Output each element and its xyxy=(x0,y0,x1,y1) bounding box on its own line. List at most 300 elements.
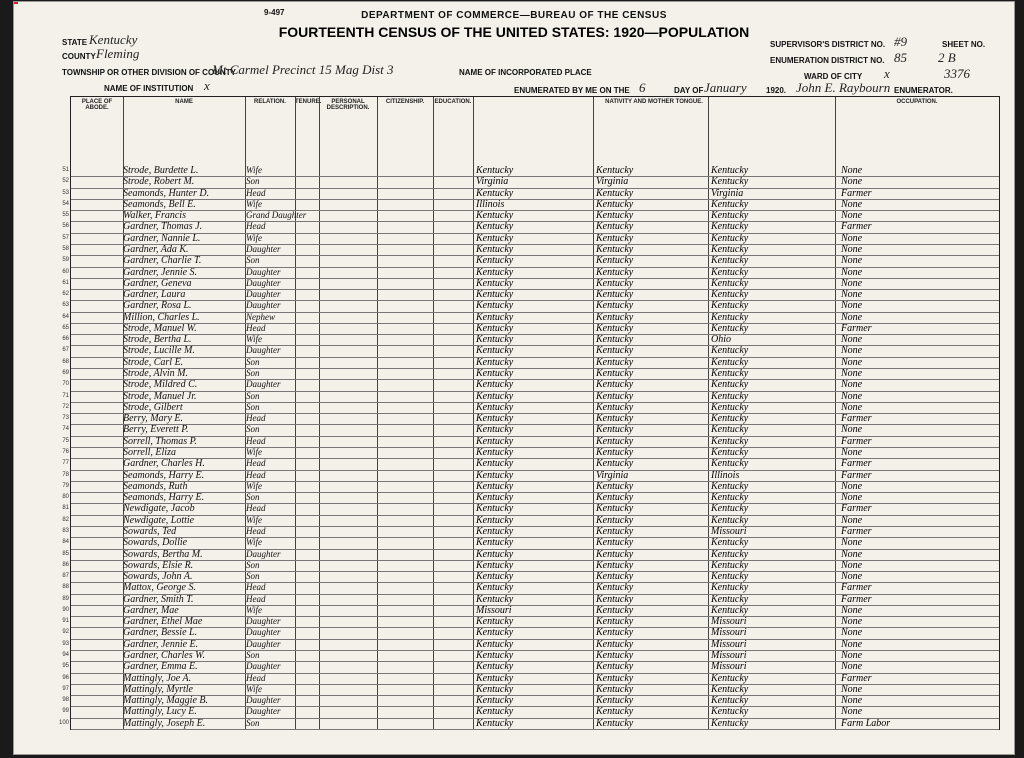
occupation: None xyxy=(841,176,863,188)
department-title: DEPARTMENT OF COMMERCE—BUREAU OF THE CENSUS xyxy=(361,10,667,21)
person-name: Strode, Manuel W. xyxy=(123,322,197,334)
line-number: 100 xyxy=(58,719,69,726)
relation: Daughter xyxy=(246,266,281,277)
birthplace: Kentucky xyxy=(476,447,514,458)
mother-birthplace: Kentucky xyxy=(711,221,749,233)
line-number: 74 xyxy=(62,426,69,433)
person-name: Million, Charles L. xyxy=(123,311,200,323)
mother-birthplace: Kentucky xyxy=(711,413,749,425)
line-number: 65 xyxy=(62,324,69,331)
mother-birthplace: Kentucky xyxy=(711,277,749,289)
enumerator-value: John E. Raybourn xyxy=(796,80,891,95)
birthplace: Kentucky xyxy=(476,582,514,594)
birthplace: Kentucky xyxy=(476,334,514,346)
mother-birthplace: Kentucky xyxy=(711,243,749,255)
person-name: Mattox, George S. xyxy=(123,582,196,594)
occupation: Farmer xyxy=(841,582,872,594)
line-number: 53 xyxy=(62,189,69,196)
occupation: None xyxy=(841,627,863,639)
person-name: Gardner, Geneva xyxy=(123,277,192,289)
occupation: None xyxy=(841,480,863,492)
enum-district-label: ENUMERATION DISTRICT NO. xyxy=(770,56,885,65)
occupation: Farmer xyxy=(841,593,872,605)
birthplace: Kentucky xyxy=(476,277,514,289)
father-birthplace: Kentucky xyxy=(596,650,634,662)
occupation: Farmer xyxy=(841,187,872,199)
father-birthplace: Kentucky xyxy=(596,571,634,583)
relation: Head xyxy=(246,458,266,469)
person-name: Sowards, Elsie R. xyxy=(123,559,194,571)
line-number: 96 xyxy=(62,674,69,681)
father-birthplace: Kentucky xyxy=(596,289,634,301)
line-number: 86 xyxy=(62,561,69,568)
mother-birthplace: Kentucky xyxy=(711,514,749,526)
occupation: None xyxy=(841,243,863,255)
occupation: None xyxy=(841,650,863,662)
relation: Wife xyxy=(246,480,262,491)
line-number: 76 xyxy=(62,449,69,455)
person-name: Strode, Robert M. xyxy=(123,176,195,188)
occupation: None xyxy=(841,379,863,391)
person-name: Mattingly, Maggie B. xyxy=(123,695,208,707)
birthplace: Kentucky xyxy=(476,435,514,447)
father-birthplace: Kentucky xyxy=(596,627,634,639)
father-birthplace: Kentucky xyxy=(596,300,634,312)
father-birthplace: Kentucky xyxy=(596,345,634,357)
relation: Son xyxy=(246,356,260,367)
person-name: Gardner, Jennie E. xyxy=(123,638,199,650)
col-relation: RELATION. xyxy=(245,97,296,165)
line-number: 88 xyxy=(62,584,69,591)
birthplace: Kentucky xyxy=(476,650,514,662)
enum-day-value: 6 xyxy=(639,80,646,95)
birthplace: Kentucky xyxy=(476,345,514,357)
line-number: 84 xyxy=(62,539,69,546)
birthplace: Kentucky xyxy=(476,571,514,583)
line-number: 54 xyxy=(62,200,69,207)
person-name: Berry, Everett P. xyxy=(123,424,189,436)
person-name: Sowards, Bertha M. xyxy=(123,548,203,560)
father-birthplace: Kentucky xyxy=(596,165,634,176)
mother-birthplace: Missouri xyxy=(711,638,747,650)
mother-birthplace: Kentucky xyxy=(711,210,749,222)
father-birthplace: Kentucky xyxy=(596,638,634,650)
occupation: None xyxy=(841,683,863,695)
birthplace: Kentucky xyxy=(476,672,514,684)
relation: Daughter xyxy=(246,616,281,627)
ward-value: x xyxy=(884,66,890,81)
occupation: None xyxy=(841,334,863,346)
person-name: Strode, Manuel Jr. xyxy=(123,390,197,402)
person-name: Sowards, Ted xyxy=(123,525,177,537)
occupation: None xyxy=(841,695,863,707)
birthplace: Kentucky xyxy=(476,266,514,278)
occupation: Farmer xyxy=(841,503,872,515)
person-name: Gardner, Emma E. xyxy=(123,661,198,673)
mother-birthplace: Kentucky xyxy=(711,401,749,413)
father-birthplace: Kentucky xyxy=(596,492,634,504)
line-number: 62 xyxy=(62,291,69,298)
line-number: 69 xyxy=(62,370,69,377)
line-number: 63 xyxy=(62,302,69,309)
birthplace: Kentucky xyxy=(476,243,514,255)
occupation: None xyxy=(841,616,863,628)
person-name: Seamonds, Hunter D. xyxy=(123,187,210,199)
father-birthplace: Kentucky xyxy=(596,604,634,616)
father-birthplace: Kentucky xyxy=(596,334,634,346)
occupation: None xyxy=(841,232,863,244)
birthplace: Kentucky xyxy=(476,322,514,334)
occupation: Farmer xyxy=(841,469,872,481)
relation: Daughter xyxy=(246,379,281,390)
person-name: Strode, Mildred C. xyxy=(123,379,198,391)
birthplace: Kentucky xyxy=(476,210,514,222)
mother-birthplace: Kentucky xyxy=(711,559,749,571)
line-number: 72 xyxy=(62,403,69,410)
birthplace: Kentucky xyxy=(476,469,514,481)
institution-label: NAME OF INSTITUTION xyxy=(104,84,194,93)
mother-birthplace: Missouri xyxy=(711,525,747,537)
father-birthplace: Kentucky xyxy=(596,277,634,289)
mother-birthplace: Kentucky xyxy=(711,379,749,391)
occupation: None xyxy=(841,266,863,278)
father-birthplace: Kentucky xyxy=(596,232,634,244)
line-number: 52 xyxy=(62,178,69,185)
relation: Grand Daughter xyxy=(246,210,307,221)
line-number: 73 xyxy=(62,415,69,422)
mother-birthplace: Kentucky xyxy=(711,447,749,458)
birthplace: Kentucky xyxy=(476,221,514,233)
relation: Daughter xyxy=(246,661,281,672)
father-birthplace: Kentucky xyxy=(596,695,634,707)
mother-birthplace: Kentucky xyxy=(711,582,749,594)
father-birthplace: Kentucky xyxy=(596,187,634,199)
line-number: 58 xyxy=(62,245,69,252)
line-number: 59 xyxy=(62,257,69,264)
line-number: 83 xyxy=(62,527,69,534)
relation: Daughter xyxy=(246,627,281,638)
birthplace: Kentucky xyxy=(476,401,514,413)
mother-birthplace: Kentucky xyxy=(711,232,749,244)
relation: Son xyxy=(246,176,260,187)
line-number: 79 xyxy=(62,482,69,489)
father-birthplace: Kentucky xyxy=(596,243,634,255)
mother-birthplace: Kentucky xyxy=(711,322,749,334)
birthplace: Kentucky xyxy=(476,627,514,639)
line-number: 64 xyxy=(62,313,69,320)
col-citizenship: CITIZENSHIP. xyxy=(377,97,434,165)
relation: Daughter xyxy=(246,706,281,717)
birthplace: Kentucky xyxy=(476,559,514,571)
relation: Head xyxy=(246,322,266,333)
line-number: 82 xyxy=(62,516,69,523)
father-birthplace: Kentucky xyxy=(596,458,634,470)
father-birthplace: Kentucky xyxy=(596,255,634,267)
birthplace: Kentucky xyxy=(476,616,514,628)
person-name: Sowards, John A. xyxy=(123,571,193,583)
father-birthplace: Kentucky xyxy=(596,559,634,571)
occupation: None xyxy=(841,277,863,289)
mother-birthplace: Kentucky xyxy=(711,503,749,515)
father-birthplace: Kentucky xyxy=(596,435,634,447)
township-value: Mt Carmel Precinct 15 Mag Dist 3 xyxy=(212,62,394,77)
person-name: Gardner, Mae xyxy=(123,604,179,616)
occupation: None xyxy=(841,424,863,436)
line-number: 80 xyxy=(62,494,69,501)
line-number: 60 xyxy=(62,268,69,275)
line-number: 51 xyxy=(62,167,69,173)
father-birthplace: Kentucky xyxy=(596,661,634,673)
father-birthplace: Kentucky xyxy=(596,503,634,515)
col-personal: PERSONAL DESCRIPTION. xyxy=(319,97,378,165)
census-rows xyxy=(58,165,999,729)
relation: Son xyxy=(246,368,260,379)
mother-birthplace: Kentucky xyxy=(711,390,749,402)
father-birthplace: Kentucky xyxy=(596,266,634,278)
line-number: 55 xyxy=(62,212,69,219)
person-name: Sorrell, Eliza xyxy=(123,447,176,458)
mother-birthplace: Kentucky xyxy=(711,548,749,560)
person-name: Gardner, Ada K. xyxy=(123,243,189,255)
birthplace: Kentucky xyxy=(476,165,514,176)
enumerator-label: ENUMERATOR. xyxy=(894,86,953,95)
birthplace: Kentucky xyxy=(476,255,514,267)
relation: Son xyxy=(246,650,260,661)
person-name: Gardner, Jennie S. xyxy=(123,266,198,278)
mother-birthplace: Kentucky xyxy=(711,300,749,312)
supervisor-label: SUPERVISOR'S DISTRICT NO. xyxy=(770,40,886,49)
col-nativity: NATIVITY AND MOTHER TONGUE. xyxy=(473,97,836,165)
birthplace: Kentucky xyxy=(476,717,514,729)
line-number: 67 xyxy=(62,347,69,354)
occupation: None xyxy=(841,311,863,323)
line-number: 97 xyxy=(62,685,69,692)
relation: Wife xyxy=(246,198,262,209)
birthplace: Kentucky xyxy=(476,706,514,718)
table-row xyxy=(58,717,999,730)
col-education: EDUCATION. xyxy=(433,97,474,165)
person-name: Mattingly, Lucy E. xyxy=(123,706,197,718)
person-name: Gardner, Bessie L. xyxy=(123,627,198,639)
mother-birthplace: Kentucky xyxy=(711,604,749,616)
person-name: Seamonds, Bell E. xyxy=(123,198,196,210)
relation: Wife xyxy=(246,514,262,525)
father-birthplace: Kentucky xyxy=(596,616,634,628)
relation: Son xyxy=(246,559,260,570)
col-occupation: OCCUPATION. xyxy=(896,99,938,105)
census-table xyxy=(58,96,1000,730)
birthplace: Kentucky xyxy=(476,503,514,515)
occupation: None xyxy=(841,300,863,312)
occupation: None xyxy=(841,345,863,357)
occupation: None xyxy=(841,289,863,301)
relation: Head xyxy=(246,525,266,536)
mother-birthplace: Kentucky xyxy=(711,706,749,718)
township-label: TOWNSHIP OR OTHER DIVISION OF COUNTY xyxy=(62,68,236,77)
stamp-number: 3376 xyxy=(944,66,970,81)
line-number: 70 xyxy=(62,381,69,388)
line-number: 75 xyxy=(62,437,69,444)
occupation: None xyxy=(841,401,863,413)
occupation: Farmer xyxy=(841,525,872,537)
occupation: None xyxy=(841,198,863,210)
line-number: 99 xyxy=(62,708,69,715)
col-tenure: TENURE. xyxy=(295,97,320,165)
father-birthplace: Kentucky xyxy=(596,368,634,380)
person-name: Strode, Gilbert xyxy=(123,401,183,413)
occupation: None xyxy=(841,447,863,458)
birthplace: Kentucky xyxy=(476,525,514,537)
relation: Daughter xyxy=(246,300,281,311)
mother-birthplace: Kentucky xyxy=(711,571,749,583)
person-name: Gardner, Charles H. xyxy=(123,458,205,470)
mother-birthplace: Illinois xyxy=(711,469,740,481)
mother-birthplace: Kentucky xyxy=(711,683,749,695)
occupation: None xyxy=(841,537,863,549)
person-name: Strode, Lucille M. xyxy=(123,345,195,357)
enum-month-value: January xyxy=(704,80,747,95)
relation: Son xyxy=(246,390,260,401)
occupation: None xyxy=(841,548,863,560)
father-birthplace: Kentucky xyxy=(596,401,634,413)
relation: Head xyxy=(246,435,266,446)
father-birthplace: Kentucky xyxy=(596,322,634,334)
relation: Son xyxy=(246,717,260,728)
occupation: Farmer xyxy=(841,672,872,684)
birthplace: Virginia xyxy=(476,176,509,188)
father-birthplace: Virginia xyxy=(596,469,629,481)
relation: Head xyxy=(246,672,266,683)
mother-birthplace: Kentucky xyxy=(711,717,749,729)
birthplace: Kentucky xyxy=(476,638,514,650)
relation: Daughter xyxy=(246,695,281,706)
person-name: Seamonds, Harry E. xyxy=(123,469,205,481)
relation: Head xyxy=(246,221,266,232)
line-number: 66 xyxy=(62,336,69,343)
birthplace: Kentucky xyxy=(476,480,514,492)
birthplace: Kentucky xyxy=(476,356,514,368)
father-birthplace: Kentucky xyxy=(596,413,634,425)
father-birthplace: Kentucky xyxy=(596,356,634,368)
person-name: Newdigate, Jacob xyxy=(123,503,195,515)
person-name: Gardner, Smith T. xyxy=(123,593,194,605)
occupation: None xyxy=(841,255,863,267)
relation: Wife xyxy=(246,232,262,243)
sheet-value: 2 B xyxy=(938,50,956,65)
occupation: None xyxy=(841,390,863,402)
mother-birthplace: Missouri xyxy=(711,650,747,662)
mother-birthplace: Kentucky xyxy=(711,537,749,549)
occupation: Farmer xyxy=(841,458,872,470)
line-number: 68 xyxy=(62,358,69,365)
father-birthplace: Kentucky xyxy=(596,582,634,594)
birthplace: Missouri xyxy=(476,604,512,616)
relation: Daughter xyxy=(246,289,281,300)
father-birthplace: Kentucky xyxy=(596,537,634,549)
sheet-label: SHEET NO. xyxy=(942,40,986,49)
mother-birthplace: Kentucky xyxy=(711,255,749,267)
person-name: Gardner, Ethel Mae xyxy=(123,616,203,628)
person-name: Sowards, Dollie xyxy=(123,537,188,549)
mother-birthplace: Kentucky xyxy=(711,356,749,368)
corner-tag xyxy=(14,2,18,4)
mother-birthplace: Kentucky xyxy=(711,311,749,323)
person-name: Newdigate, Lottie xyxy=(123,514,195,526)
person-name: Gardner, Charlie T. xyxy=(123,255,202,267)
relation: Daughter xyxy=(246,345,281,356)
mother-birthplace: Kentucky xyxy=(711,345,749,357)
relation: Head xyxy=(246,582,266,593)
father-birthplace: Kentucky xyxy=(596,311,634,323)
person-name: Walker, Francis xyxy=(123,210,186,222)
line-number: 85 xyxy=(62,550,69,557)
birthplace: Kentucky xyxy=(476,232,514,244)
line-number: 57 xyxy=(62,234,69,241)
father-birthplace: Kentucky xyxy=(596,683,634,695)
birthplace: Kentucky xyxy=(476,187,514,199)
day-of-label: DAY OF xyxy=(674,86,704,95)
person-name: Strode, Carl E. xyxy=(123,356,184,368)
father-birthplace: Kentucky xyxy=(596,548,634,560)
state-value: Kentucky xyxy=(89,32,138,47)
occupation: Farmer xyxy=(841,435,872,447)
birthplace: Illinois xyxy=(476,198,505,210)
line-number: 89 xyxy=(62,595,69,602)
line-number: 77 xyxy=(62,460,69,467)
person-name: Gardner, Charles W. xyxy=(123,650,206,662)
county-label: COUNTY xyxy=(62,52,96,61)
birthplace: Kentucky xyxy=(476,424,514,436)
person-name: Mattingly, Myrtle xyxy=(123,683,193,695)
person-name: Strode, Burdette L. xyxy=(123,165,199,176)
occupation: None xyxy=(841,706,863,718)
relation: Son xyxy=(246,571,260,582)
mother-birthplace: Kentucky xyxy=(711,458,749,470)
relation: Son xyxy=(246,401,260,412)
incorporated-label: NAME OF INCORPORATED PLACE xyxy=(459,68,592,77)
relation: Head xyxy=(246,413,266,424)
occupation: None xyxy=(841,638,863,650)
mother-birthplace: Missouri xyxy=(711,661,747,673)
birthplace: Kentucky xyxy=(476,311,514,323)
line-number: 92 xyxy=(62,629,69,636)
father-birthplace: Kentucky xyxy=(596,593,634,605)
line-number: 90 xyxy=(62,606,69,613)
mother-birthplace: Kentucky xyxy=(711,424,749,436)
mother-birthplace: Kentucky xyxy=(711,695,749,707)
state-label: STATE xyxy=(62,38,88,47)
relation: Daughter xyxy=(246,548,281,559)
line-number: 87 xyxy=(62,573,69,580)
relation: Wife xyxy=(246,165,262,175)
occupation: None xyxy=(841,356,863,368)
enumerated-label: ENUMERATED BY ME ON THE xyxy=(514,86,630,95)
relation: Son xyxy=(246,255,260,266)
birthplace: Kentucky xyxy=(476,458,514,470)
relation: Daughter xyxy=(246,277,281,288)
occupation: None xyxy=(841,514,863,526)
occupation: None xyxy=(841,604,863,616)
relation: Head xyxy=(246,593,266,604)
mother-birthplace: Ohio xyxy=(711,334,731,346)
occupation: Farmer xyxy=(841,322,872,334)
ward-label: WARD OF CITY xyxy=(804,72,863,81)
birthplace: Kentucky xyxy=(476,300,514,312)
relation: Wife xyxy=(246,447,262,457)
person-name: Gardner, Nannie L. xyxy=(123,232,201,244)
birthplace: Kentucky xyxy=(476,661,514,673)
mother-birthplace: Kentucky xyxy=(711,492,749,504)
